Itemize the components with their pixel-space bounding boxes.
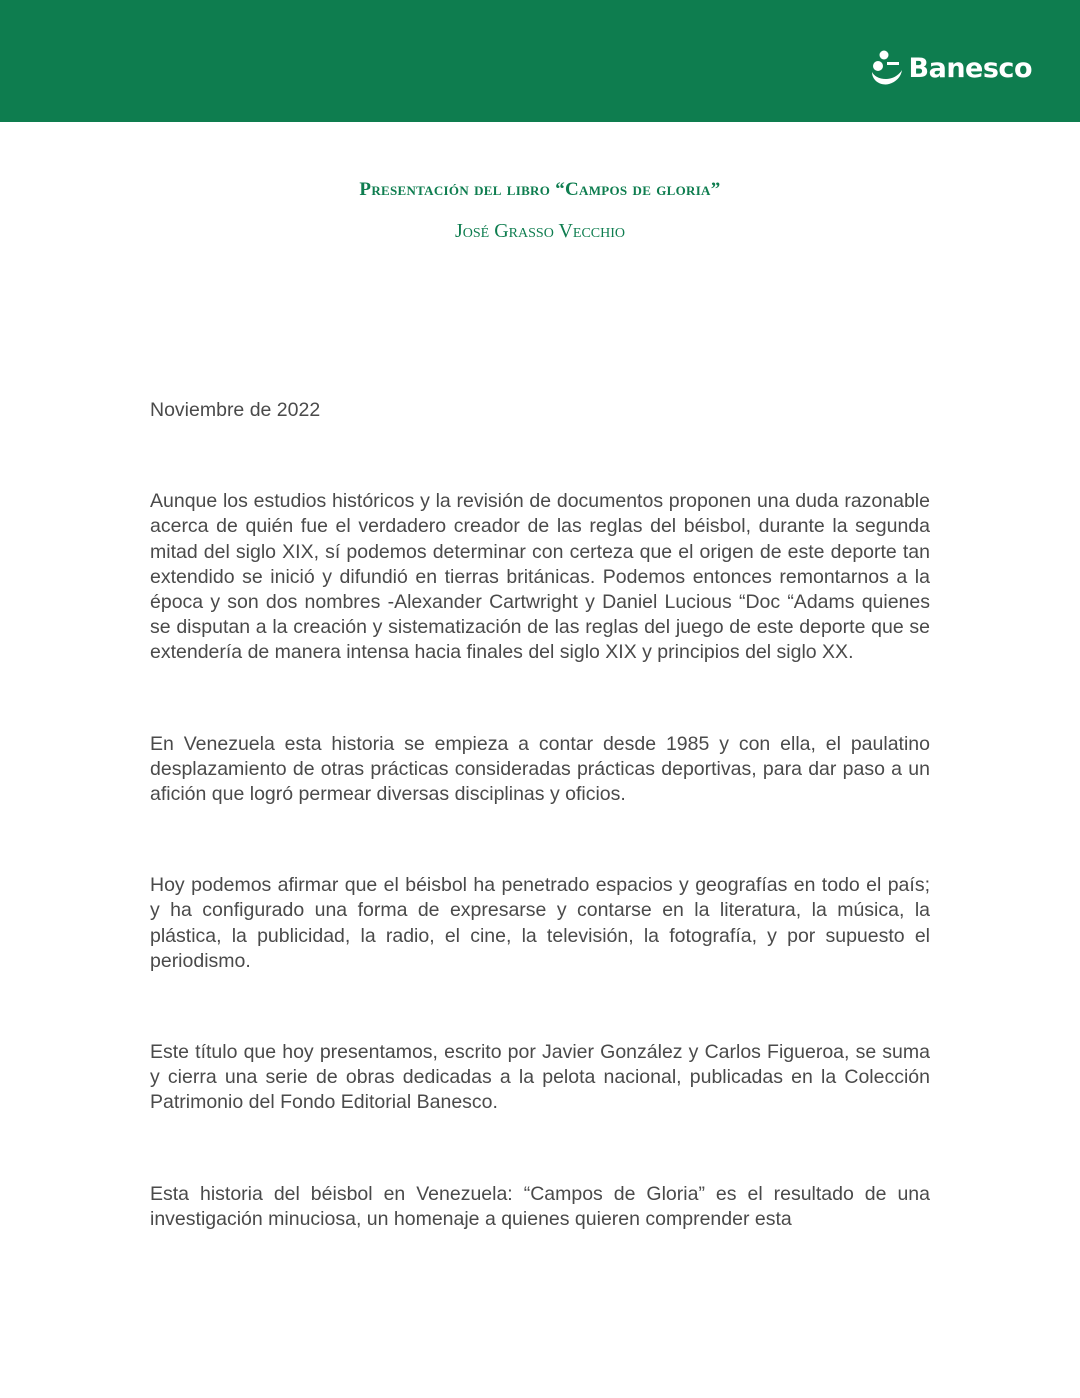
header-bar (0, 0, 1080, 122)
paragraph: En Venezuela esta historia se empieza a contar desde 1985 y con ella, el paulatino desplazamiento de otras prácticas consideradas prácticas deportivas, para dar paso a un afición que logró permear diversas disciplinas y oficios. (150, 732, 930, 806)
document-title: Presentación del libro “Campos de gloria” (359, 179, 721, 200)
document-date: Noviembre de 2022 (150, 399, 321, 421)
banesco-logo (869, 48, 1032, 88)
logo-text: Banesco (908, 52, 1032, 84)
document-body (150, 398, 930, 1232)
banesco-logo-icon (869, 48, 905, 88)
document-author: José Grasso Vecchio (455, 220, 625, 242)
paragraph: Aunque los estudios históricos y la revisión de documentos proponen una duda razonable acerca de quién fue el verdadero creador de las reglas del béisbol, durante la segunda mitad del siglo XIX, sí podemos determinar con certeza que el origen de este deporte tan extendido se inició y difundió en tierras británicas. Podemos entonces remontarnos a la época y son dos nombres -Alexander Cartwright y Daniel Lucious “Doc “Adams quienes se disputan a la creación y sistematización de las reglas del juego de este deporte que se extendería de manera intensa hacia finales del siglo XIX y principios del siglo XX. (150, 490, 930, 664)
paragraph: Esta historia del béisbol en Venezuela: “Campos de Gloria” es el resultado de una investigación minuciosa, un homenaje a quienes quieren comprender esta (150, 1182, 930, 1230)
paragraph: Hoy podemos afirmar que el béisbol ha penetrado espacios y geografías en todo el país; y ha configurado una forma de expresarse y contarse en la literatura, la música, la plástica, la publicidad, la radio, el cine, la televisión, la fotografía, y por supuesto el periodismo. (150, 874, 930, 972)
paragraph: Este título que hoy presentamos, escrito por Javier González y Carlos Figueroa, se suma y cierra una serie de obras dedicadas a la pelota nacional, publicadas en la Colección Patrimonio del Fondo Editorial Banesco. (150, 1041, 930, 1114)
title-block (0, 176, 1080, 245)
